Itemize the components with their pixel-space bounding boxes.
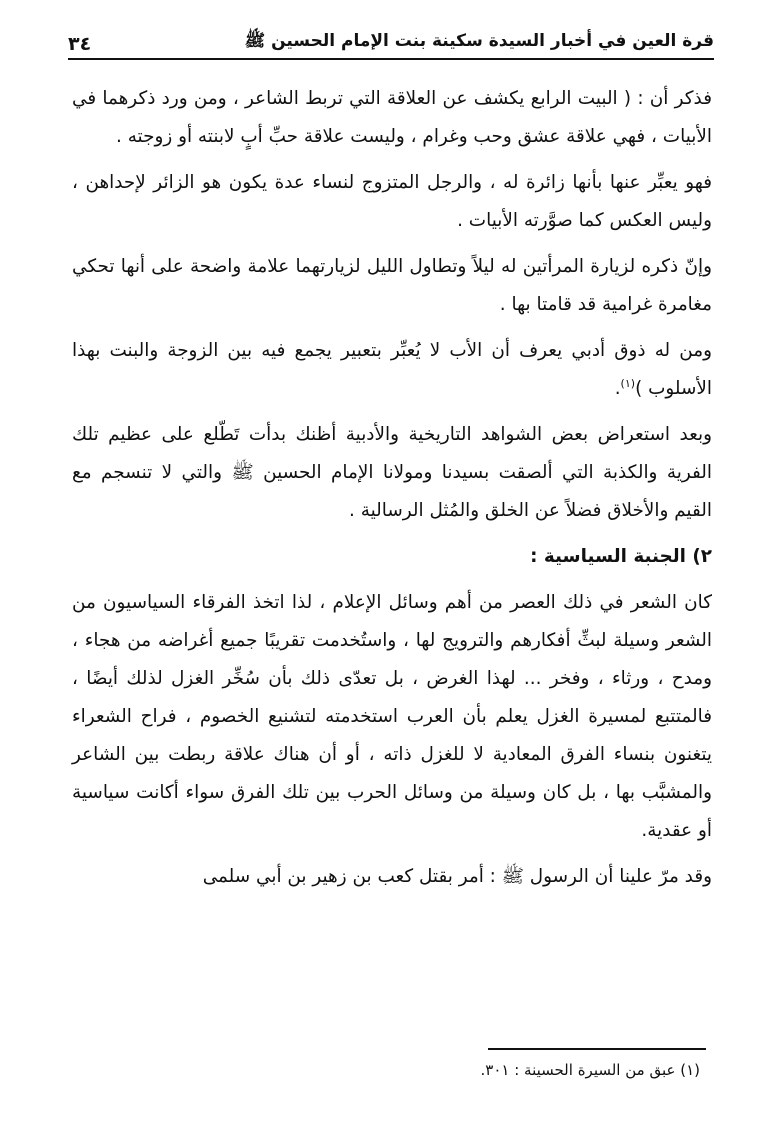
paragraph-4-text: ومن له ذوق أدبي يعرف أن الأب لا يُعبِّر بتعبير يجمع فيه بين الزوجة والبنت بهذا الأسلوب ) (72, 340, 712, 399)
page-number: ٣٤ (68, 33, 92, 55)
paragraph-4-end: . (614, 378, 621, 399)
paragraph-2: فهو يعبِّر عنها بأنها زائرة له ، والرجل المتزوج لنساء عدة يكون هو الزائر لإحداهن ، وليس العكس كما صوَّرته الأبيات . (72, 172, 712, 231)
section-heading (72, 538, 712, 576)
paragraph-1: فذكر أن : ( البيت الرابع يكشف عن العلاقة التي تربط الشاعر ، ومن ورد ذكرهما في الأبيات ، فهي علاقة عشق وحب وغرام ، وليست علاقة حبِّ أبٍ لابنته أو زوجته . (72, 88, 712, 147)
footnote-marker: (١) (620, 376, 636, 390)
paragraph-5: وبعد استعراض بعض الشواهد التاريخية والأدبية أظنك بدأت تَطّلع على عظيم تلك الفرية والكذبة التي ألصقت بسيدنا ومولانا الإمام الحسين ﷺ والتي لا تنسجم مع القيم والأخلاق فضلاً عن الخلق والمُثل الرسالية . (72, 424, 712, 521)
paragraph-3: وإنّ ذكره لزيارة المرأتين له ليلاً وتطاول الليل لزيارتهما علامة واضحة على أنها تحكي مغامرة غرامية قد قامتا بها . (72, 256, 712, 315)
page-body (72, 80, 712, 904)
section-number: ٢) (692, 546, 712, 567)
footnote: (١) عبق من السيرة الحسينة : ٣٠١. (480, 1061, 700, 1079)
section-title: الجنبة السياسية : (530, 546, 686, 567)
running-title: قرة العين في أخبار السيدة سكينة بنت الإمام الحسين ﷺ (244, 31, 714, 51)
paragraph-6: كان الشعر في ذلك العصر من أهم وسائل الإعلام ، لذا اتخذ الفرقاء السياسيون من الشعر وسيلة لبثِّ أفكارهم والترويج لها ، واستُخدمت تقريبًا جميع أغراضه من هجاء ، ومدح ، ورثاء ، وفخر ... لهذا الغرض ، بل تعدّى ذلك بأن سُخِّر الغزل لذلك أيضًا ، فالمتتبع لمسيرة الغزل يعلم بأن العرب استخدمته لتشنيع الخصوم ، فراح الشعراء يتغنون بنساء الفرق المعادية لا للغزل ذاته ، أو أن هناك علاقة ربطت بين الشاعر والمشبَّب بها ، بل كان وسيلة من وسائل الحرب بين تلك الفرق سواء أكانت سياسية أو عقدية. (72, 592, 712, 841)
paragraph-7: وقد مرّ علينا أن الرسول ﷺ : أمر بقتل كعب بن زهير بن أبي سلمى (202, 866, 712, 887)
page-header (68, 24, 714, 60)
footnote-divider (488, 1048, 706, 1050)
paragraph-4 (72, 332, 712, 408)
